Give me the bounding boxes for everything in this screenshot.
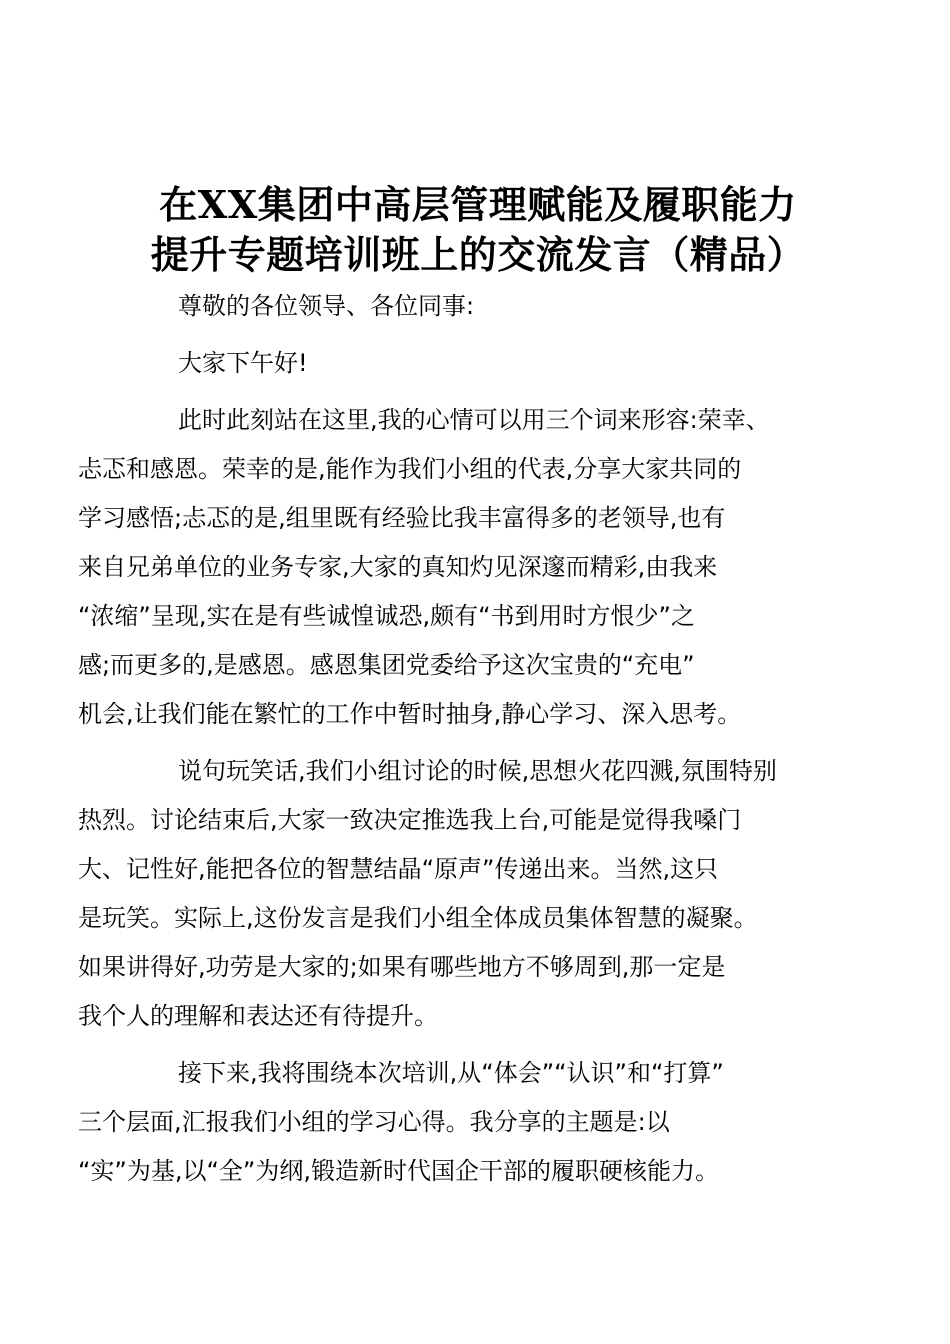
text-line: 大、记性好,能把各位的智慧结晶“原声”传递出来。当然,这只 bbox=[78, 855, 719, 883]
text-line: 此时此刻站在这里,我的心情可以用三个词来形容:荣幸、 bbox=[178, 406, 770, 434]
salutation bbox=[128, 282, 840, 331]
text-line: 学习感悟;忐忑的是,组里既有经验比我丰富得多的老领导,也有 bbox=[78, 504, 726, 532]
greeting bbox=[128, 339, 840, 388]
text-line: “实”为基,以“全”为纲,锻造新时代国企干部的履职硬核能力。 bbox=[78, 1157, 719, 1185]
title-line: 在XX集团中高层管理赋能及履职能力 bbox=[159, 182, 797, 227]
text-line: “浓缩”呈现,实在是有些诚惶诚恐,颇有“书到用时方恨少”之 bbox=[78, 602, 695, 630]
paragraph bbox=[78, 396, 840, 739]
text-line: 是玩笑。实际上,这份发言是我们小组全体成员集体智慧的凝聚。 bbox=[78, 904, 758, 932]
document-body bbox=[78, 282, 840, 1196]
text-line: 来自兄弟单位的业务专家,大家的真知灼见深邃而精彩,由我来 bbox=[78, 553, 718, 581]
text-line: 大家下午好! bbox=[178, 349, 308, 377]
text-line: 三个层面,汇报我们小组的学习心得。我分享的主题是:以 bbox=[78, 1108, 670, 1136]
text-line: 我个人的理解和表达还有待提升。 bbox=[78, 1002, 438, 1030]
text-line: 尊敬的各位领导、各位同事: bbox=[178, 292, 475, 320]
paragraph bbox=[78, 1049, 840, 1196]
text-line: 接下来,我将围绕本次培训,从“体会”“认识”和“打算” bbox=[178, 1059, 724, 1087]
text-line: 说句玩笑话,我们小组讨论的时候,思想火花四溅,氛围特别 bbox=[178, 757, 777, 785]
document-title bbox=[118, 180, 838, 280]
text-line: 如果讲得好,功劳是大家的;如果有哪些地方不够周到,那一定是 bbox=[78, 953, 726, 981]
text-line: 机会,让我们能在繁忙的工作中暂时抽身,静心学习、深入思考。 bbox=[78, 700, 742, 728]
text-line: 感;而更多的,是感恩。感恩集团党委给予这次宝贵的“充电” bbox=[78, 651, 695, 679]
text-line: 热烈。讨论结束后,大家一致决定推选我上台,可能是觉得我嗓门 bbox=[78, 806, 742, 834]
paragraph bbox=[78, 747, 840, 1041]
text-line: 忐忑和感恩。荣幸的是,能作为我们小组的代表,分享大家共同的 bbox=[78, 455, 742, 483]
title-line: 提升专题培训班上的交流发言（精品） bbox=[150, 232, 806, 277]
